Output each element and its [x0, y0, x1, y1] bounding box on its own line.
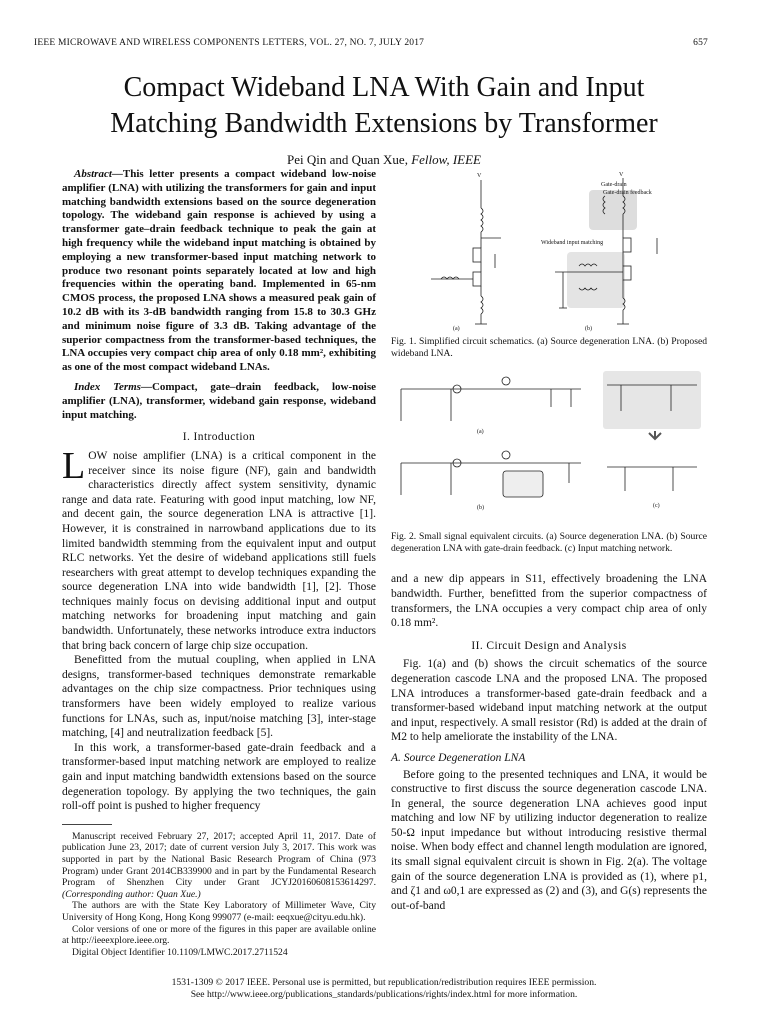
fig1-label-a: (a): [453, 326, 460, 332]
intro-paragraph-2: Benefitted from the mutual coupling, when applied in LNA designs, transformer-based techniques demonstrate remarkable advantages on the chip size compactness. Prior techniques using transformers have been widely employed to realize various functions for LNAs, such as, input/noise matching [3], inter-stage matching, [4] and neutralization feedback [5].: [62, 654, 376, 740]
intro-paragraph-1-text: OW noise amplifier (LNA) is a critical component in the receiver since its noise figure (NF), gain and bandwidth characteristics directly affect system sensitivity, dynamic range and data rate. Featuring with good input matching, low NF, and decent gain, the source degeneration LNA is attractive [1]. However, it is constrained in narrowband applications due to its limited bandwidth stemming from the equivalent input and output RLC networks. Yet the desire of wideband applications still fuels researchers with great attempt to develop techniques expanding the source degeneration LNA into wide bandwidth [1], [2]. Those techniques mainly focus on devising additional input and output matching networks for broadening input matching and gain bandwidth. Unfortunately, these networks introduce extra inductors that bring back concern of large chip size occupation.: [62, 449, 376, 652]
fig1-gate-drain-label: Gate-drain feedback: [603, 190, 652, 196]
footnotes: [62, 831, 376, 959]
fig2-label-a: (a): [477, 429, 484, 436]
svg-text:V: V: [477, 173, 482, 179]
author-names: Pei Qin and Quan Xue,: [287, 152, 412, 167]
intro-paragraph-1: [62, 444, 376, 653]
figure-1-caption: Fig. 1. Simplified circuit schematics. (a) Source degeneration LNA. (b) Proposed wideband LNA.: [391, 336, 707, 359]
footnote-rule: [62, 824, 112, 825]
abstract: [62, 168, 376, 375]
index-terms-label: Index Terms—: [74, 380, 152, 393]
paper-title: [34, 70, 734, 142]
footnote-manuscript-text: Manuscript received February 27, 2017; accepted April 11, 2017. Date of publication June 23, 2017; date of current version July 3, 2017. This work was supported in part by the National Basic Research Program of China (973 Program) under Grant 2014CB339900 and in part by the Fundamental Research Program of Shenzhen City under Grant JCYJ20160608153614297.: [62, 830, 376, 889]
section-2-paragraph: Fig. 1(a) and (b) shows the circuit schematics of the source degeneration cascode LNA and the proposed LNA. The proposed LNA introduces a transformer-based gate-drain feedback and a transformer-based wideband input matching network at the output and input, respectively. A small resistor (Rd) is added at the drain of M2 to help ameliorate the instability of the LNA.: [391, 658, 707, 744]
abstract-label: Abstract—: [74, 168, 123, 180]
left-column: [62, 168, 376, 958]
svg-text:Gate-drain: Gate-drain: [601, 182, 627, 188]
title-line-2: Matching Bandwidth Extensions by Transformer: [110, 108, 658, 139]
title-line-1: Compact Wideband LNA With Gain and Input: [123, 72, 645, 103]
figure-1: [391, 168, 707, 359]
intro-paragraph-3: In this work, a transformer-based gate-drain feedback and a transformer-based input matching network are employed to realize gain and input matching bandwidth extensions based on the source degeneration topology. By applying the two techniques, the gain roll-off point is pushed to higher frequency: [62, 741, 376, 813]
drop-cap: L: [62, 444, 86, 487]
footnote-color: Color versions of one or more of the figures in this paper are available online at http://ieeexplore.ieee.org.: [62, 923, 376, 947]
footnote-doi: Digital Object Identifier 10.1109/LMWC.2017.2711524: [72, 946, 288, 958]
subsection-a-heading: A. Source Degeneration LNA: [391, 751, 526, 764]
footnote-manuscript: [62, 831, 376, 901]
figure-2: [391, 367, 707, 554]
abstract-text: This letter presents a compact wideband low-noise amplifier (LNA) with utilizing the transformers for gain and input matching bandwidth extensions based on the source degeneration topology. The wideband gain response is achieved by using a transformer gate–drain feedback technique to peak the gain at high frequency while the wideband input matching is obtained by employing a new transformer-based input matching network to produce two resonant points separately located at low and high frequencies within the operating band. Implemented in 65-nm CMOS process, the proposed LNA shows a measured peak gain of 10.2 dB with its 3-dB bandwidth ranging from 15.8 to 30.3 GHz and minimum noise figure of 3.3 dB. Taking advantage of the superior compactness from the transformer-based techniques, the LNA occupies very compact chip area of only 0.18 mm², exhibiting as one of the most compact wideband LNAs.: [62, 168, 376, 374]
copyright-line-2: See http://www.ieee.org/publications_standards/publications/rights/index.html for more information.: [190, 989, 578, 1000]
svg-text:V: V: [619, 172, 624, 178]
figure-2-caption: Fig. 2. Small signal equivalent circuits. (a) Source degeneration LNA. (b) Source degeneration LNA with gate-drain feedback. (c) Input matching network.: [391, 531, 707, 554]
fig2-label-b: (b): [477, 505, 484, 512]
subsection-a-paragraph: Before going to the presented techniques and LNA, it would be constructive to first discuss the source degeneration cascode LNA. In general, the source degeneration LNA achieves good input matching and low NF by utilizing inductor degeneration to realize 50-Ω input impedance but without introducing resistive thermal noise. When body effect and channel length modulation are ignored, its small signal equivalent circuit is shown in Fig. 2(a). The voltage gain of the source degeneration LNA is provided as (1), where p1, and ζ1 and ω0,1 are expressed as (2) and (3), and G(s) represents the out-of-band: [391, 768, 708, 912]
footnote-corresponding: (Corresponding author: Quan Xue.): [62, 888, 201, 900]
page-number: 657: [693, 38, 708, 48]
section-2-heading: II. Circuit Design and Analysis: [471, 639, 627, 652]
fig1-wideband-label: Wideband input matching: [541, 240, 604, 246]
index-terms-text: Compact, gate–drain feedback, low-noise amplifier (LNA), transformer, wideband gain response, wideband input matching.: [62, 380, 376, 421]
right-column: [391, 168, 707, 913]
section-introduction-heading: I. Introduction: [182, 431, 256, 444]
author-fellow: Fellow, IEEE: [411, 152, 481, 167]
footnote-affiliation: The authors are with the State Key Laboratory of Millimeter Wave, City University of Hong Kong, Hong Kong 999077 (e-mail: eeqxue@cityu.edu.hk).: [62, 900, 376, 923]
figure-1-schematic: [391, 168, 707, 336]
fig1-label-b: (b): [585, 326, 592, 332]
figure-2-schematic: [391, 367, 707, 517]
copyright-line-1: 1531-1309 © 2017 IEEE. Personal use is permitted, but republication/redistribution requires IEEE permission.: [171, 977, 597, 988]
running-header: IEEE MICROWAVE AND WIRELESS COMPONENTS LETTERS, VOL. 27, NO. 7, JULY 2017: [34, 38, 425, 48]
intro-continued-paragraph: and a new dip appears in S11, effectively broadening the LNA bandwidth. Further, benefitted from the superior compactness of transformers, the LNA occupies a very compact chip area of only 0.18 mm².: [391, 573, 707, 630]
index-terms: [62, 381, 376, 422]
authors: [34, 152, 734, 168]
fig2-label-c: (c): [653, 503, 660, 510]
copyright-notice: [34, 977, 734, 1001]
